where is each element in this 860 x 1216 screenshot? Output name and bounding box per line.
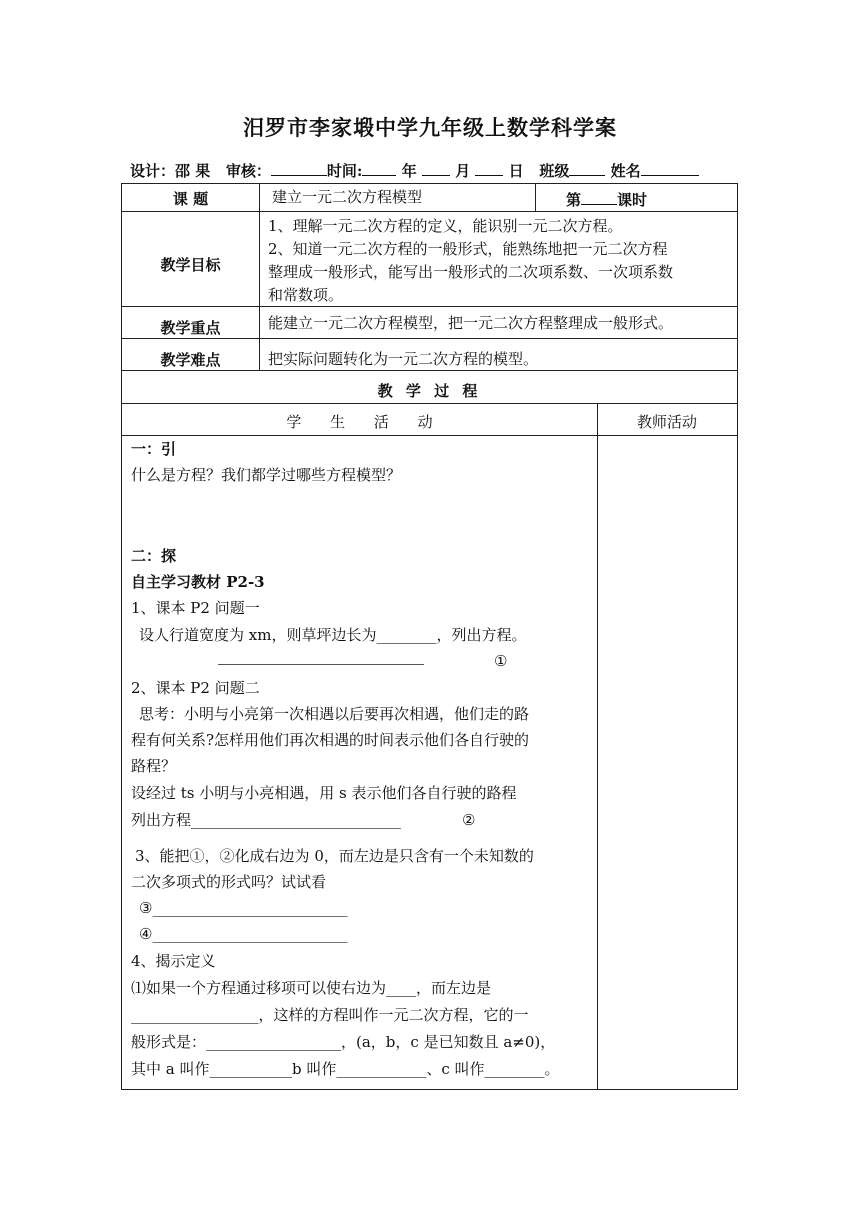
difficulty-label: 教学难点 bbox=[160, 351, 221, 369]
problem-2-line: 设经过 ts 小明与小亮相遇，用 s 表示他们各自行驶的路程 bbox=[131, 784, 517, 802]
lesson-blank bbox=[581, 190, 617, 205]
key-point-value: 能建立一元二次方程模型，把一元二次方程整理成一般形式。 bbox=[268, 314, 674, 332]
class-label: 班级 bbox=[539, 162, 570, 180]
topic-label: 课 题 bbox=[172, 190, 209, 208]
goals-label: 教学目标 bbox=[160, 256, 221, 274]
row-divider bbox=[122, 306, 737, 307]
circled-one: ① bbox=[494, 652, 508, 670]
section-intro-title: 一：引 bbox=[131, 440, 177, 458]
time-label: 时间: bbox=[326, 162, 363, 180]
problem-2-line: 思考：小明与小亮第一次相遇以后要再次相遇，他们走的路 bbox=[139, 705, 530, 723]
header-meta-line bbox=[130, 160, 699, 181]
definition-line: ⑴如果一个方程通过移项可以使右边为____，而左边是 bbox=[131, 979, 492, 997]
goal-line: 1、理解一元二次方程的定义，能识别一元二次方程。 bbox=[268, 217, 623, 235]
problem-3-line: 3、能把①，②化成右边为 0，而左边是只含有一个未知数的 bbox=[135, 847, 534, 865]
row-divider bbox=[122, 338, 737, 339]
year-label: 年 bbox=[401, 162, 417, 180]
lesson-number bbox=[566, 187, 647, 213]
section-explore-title: 二：探 bbox=[131, 547, 177, 565]
topic-value: 建立一元二次方程模型 bbox=[272, 188, 423, 206]
lesson-prefix: 第 bbox=[566, 191, 582, 209]
day-label: 日 bbox=[508, 162, 524, 180]
self-study-subtitle: 自主学习教材 P2-3 bbox=[131, 573, 265, 591]
problem-3-blank-3: ③__________________________ bbox=[139, 899, 348, 917]
circled-two: ② bbox=[462, 811, 476, 829]
problem-3-line: 二次多项式的形式吗？试试看 bbox=[131, 873, 327, 891]
col-divider bbox=[259, 184, 260, 370]
row-divider bbox=[122, 403, 737, 404]
name-blank bbox=[641, 161, 699, 176]
teacher-activity-header: 教师活动 bbox=[636, 413, 697, 431]
col-divider bbox=[535, 184, 536, 211]
goal-line: 整理成一般形式，能写出一般形式的二次项系数、一次项系数 bbox=[268, 263, 674, 281]
problem-1-title: 1、课本 P2 问题一 bbox=[131, 599, 260, 617]
month-label: 月 bbox=[455, 162, 471, 180]
designer-label: 设计：邵 果 bbox=[130, 162, 211, 180]
problem-2-line: 路程？ bbox=[131, 757, 177, 775]
day-blank bbox=[475, 161, 503, 176]
section-intro-question: 什么是方程？我们都学过哪些方程模型？ bbox=[131, 466, 402, 484]
reviewer-label: 审核： bbox=[225, 162, 271, 180]
page-title: 汨罗市李家塅中学九年级上数学科学案 bbox=[243, 115, 617, 140]
definition-line: _________________，这样的方程叫作一元二次方程，它的一 bbox=[131, 1006, 529, 1024]
goal-line: 和常数项。 bbox=[268, 286, 344, 304]
problem-1-text: 设人行道宽度为 xm，则草坪边长为________，列出方程。 bbox=[139, 626, 527, 644]
difficulty-value: 把实际问题转化为一元二次方程的模型。 bbox=[268, 350, 539, 368]
row-divider bbox=[122, 435, 737, 436]
student-activity-header: 学 生 活 动 bbox=[286, 413, 433, 431]
col-divider bbox=[597, 403, 598, 1089]
reviewer-blank bbox=[271, 161, 327, 176]
key-point-label: 教学重点 bbox=[160, 319, 221, 337]
problem-2-title: 2、课本 P2 问题二 bbox=[131, 679, 260, 697]
equation-1-blank bbox=[218, 663, 424, 665]
process-heading: 教 学 过 程 bbox=[377, 382, 482, 400]
name-label: 姓名 bbox=[610, 162, 641, 180]
problem-2-line: 程有何关系?怎样用他们再次相遇的时间表示他们各自行驶的 bbox=[131, 731, 530, 749]
year-blank bbox=[362, 161, 396, 176]
problem-3-blank-4: ④__________________________ bbox=[139, 925, 348, 943]
month-blank bbox=[422, 161, 450, 176]
lesson-plan-table bbox=[121, 183, 738, 1090]
problem-2-equation: 列出方程____________________________ bbox=[131, 811, 402, 829]
definition-line: 其中 a 叫作___________b 叫作____________、c 叫作________。 bbox=[131, 1060, 560, 1078]
lesson-suffix: 课时 bbox=[617, 191, 648, 209]
goal-line: 2、知道一元二次方程的一般形式，能熟练地把一元二次方程 bbox=[268, 240, 668, 258]
class-blank bbox=[569, 161, 605, 176]
definition-line: 般形式是：__________________，(a，b，c 是已知数且 a≠0)， bbox=[131, 1033, 556, 1051]
definition-title: 4、揭示定义 bbox=[131, 952, 216, 970]
